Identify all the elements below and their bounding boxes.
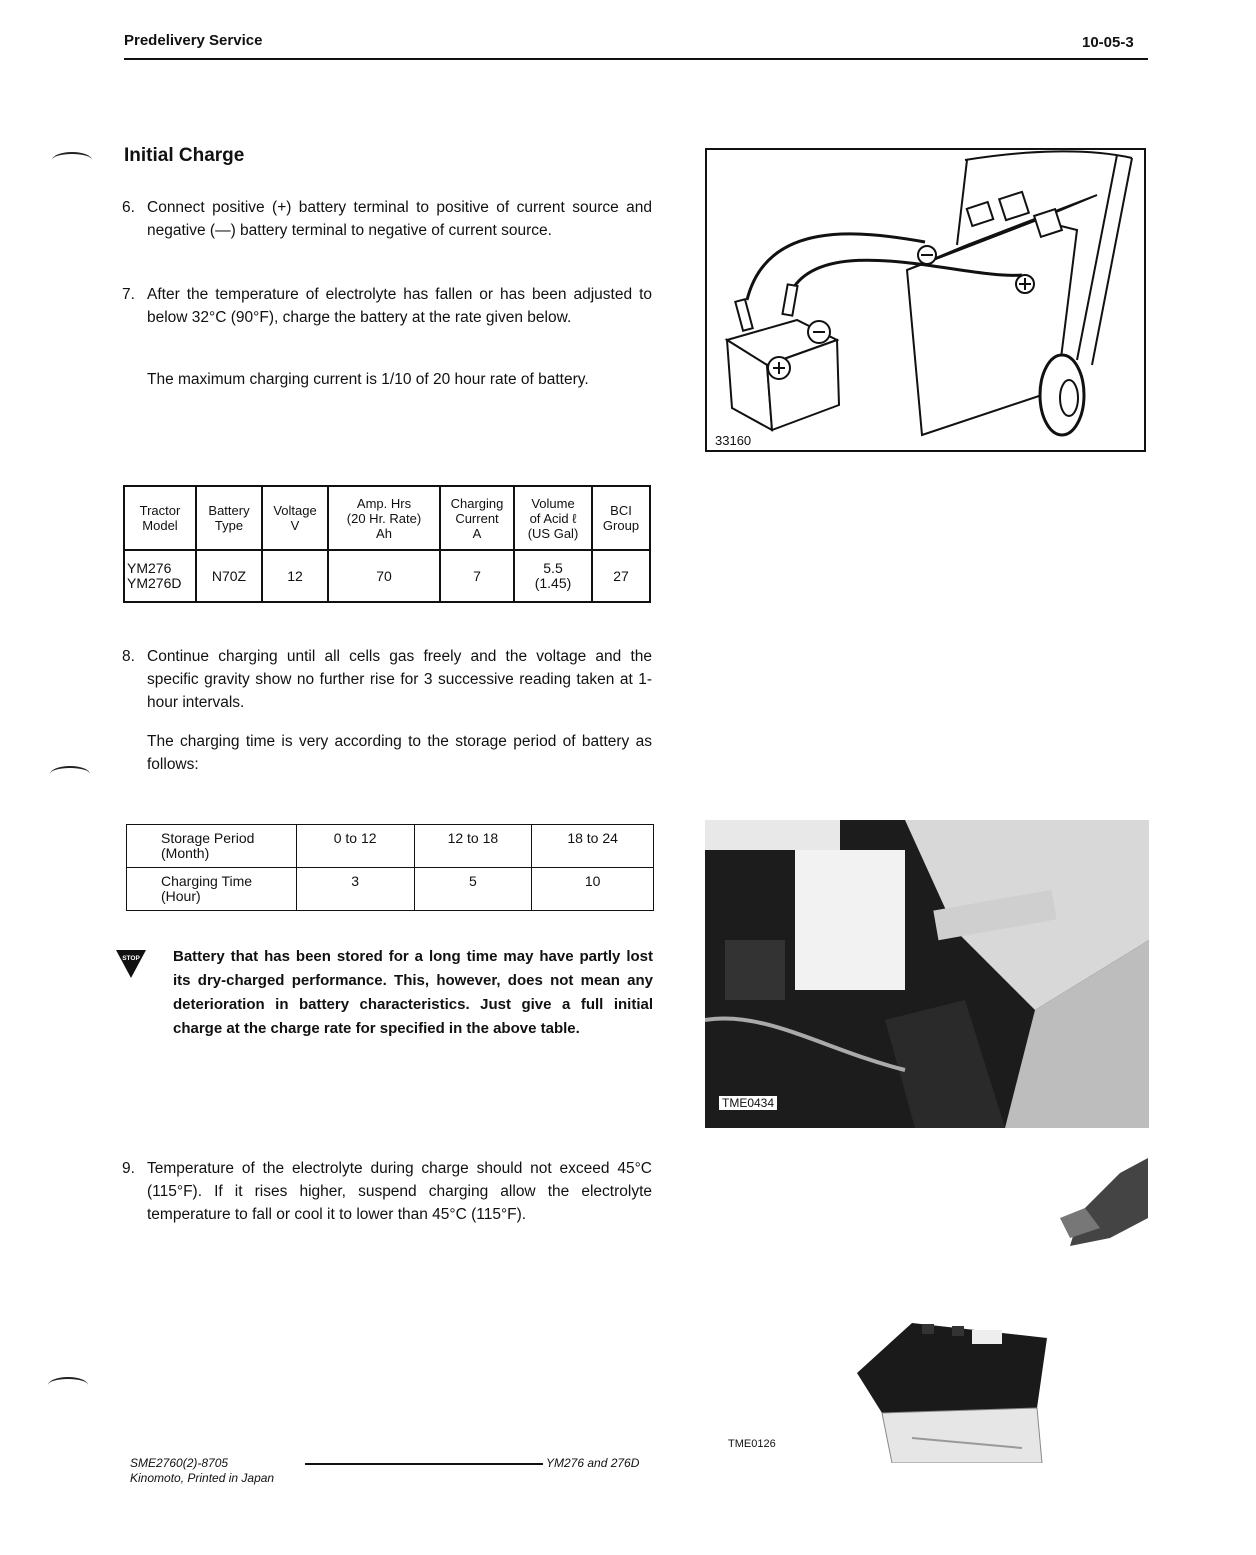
header-cell: Tractor Model: [124, 486, 196, 550]
table-cell: 12 to 18: [414, 825, 532, 868]
step-7: [122, 283, 652, 329]
running-header-section: Predelivery Service: [124, 32, 263, 49]
margin-mark: [52, 152, 92, 168]
step-text: Temperature of the electrolyte during charge should not exceed 45°C (115°F). If it rises higher, suspend charging allow the electrolyte temperature to fall or cool it to lower than 45°C (115°F).: [147, 1160, 652, 1223]
hand-sketch: [1050, 1158, 1150, 1248]
header-rule: [124, 58, 1148, 60]
table-row: [127, 825, 654, 868]
section-title: Initial Charge: [124, 145, 245, 166]
row-label: Charging Time (Hour): [127, 868, 297, 911]
table-cell: 7: [440, 550, 514, 602]
table-cell: YM276 YM276D: [124, 550, 196, 602]
step-text: Continue charging until all cells gas freely and the voltage and the specific gravity show no further rise for 3 successive reading taken at 1-hour intervals.: [147, 648, 652, 711]
table-cell: 12: [262, 550, 328, 602]
table-cell: 0 to 12: [296, 825, 414, 868]
step-9: [122, 1157, 652, 1226]
table-row: [127, 868, 654, 911]
header-cell: Battery Type: [196, 486, 262, 550]
charging-time-table: [126, 824, 654, 911]
table-cell: 5: [414, 868, 532, 911]
footer-models: YM276 and 276D: [546, 1456, 640, 1470]
step-6: [122, 196, 652, 242]
caution-note: Battery that has been stored for a long time may have partly lost its dry-charged performance. This, however, does not mean any deterioration in battery characteristics. Just give a full initial charge at the charge rate for specified in the above table.: [173, 948, 653, 1037]
header-cell: Volume of Acid ℓ (US Gal): [514, 486, 592, 550]
step-text: Connect positive (+) battery terminal to positive of current source and negative (—) battery terminal to negative of current source.: [147, 199, 652, 239]
step-number: 7.: [122, 286, 135, 303]
footer-rule: [305, 1463, 543, 1465]
table-cell: 5.5 (1.45): [514, 550, 592, 602]
header-cell: Amp. Hrs (20 Hr. Rate) Ah: [328, 486, 440, 550]
svg-text:STOP: STOP: [122, 955, 140, 962]
step-text: After the temperature of electrolyte has fallen or has been adjusted to below 32°C (90°F), charge the battery at the rate given below.: [147, 286, 652, 326]
figure-label: TME0434: [719, 1096, 777, 1110]
step-number: 6.: [122, 199, 135, 216]
battery-installed-photo: [705, 820, 1149, 1128]
footer-printer: Kinomoto, Printed in Japan: [130, 1471, 275, 1485]
table-cell: 70: [328, 550, 440, 602]
charger-illustration: [705, 148, 1146, 452]
margin-mark: [48, 1377, 88, 1393]
step-number: 8.: [122, 648, 135, 665]
max-current-note: The maximum charging current is 1/10 of 20 hour rate of battery.: [147, 371, 589, 388]
row-label: Storage Period (Month): [127, 825, 297, 868]
figure-label: TME0126: [728, 1438, 776, 1450]
step-8: [122, 645, 652, 714]
table-cell: 18 to 24: [532, 825, 654, 868]
table-cell: 10: [532, 868, 654, 911]
battery-spec-table: [123, 485, 651, 603]
figure-label: 33160: [715, 433, 752, 448]
battery-photo: [852, 1318, 1050, 1463]
halftone-battery: [852, 1318, 1050, 1463]
stop-warning-icon: [114, 946, 148, 980]
header-cell: BCI Group: [592, 486, 650, 550]
step-number: 9.: [122, 1160, 135, 1177]
table-cell: 27: [592, 550, 650, 602]
page-number: 10-05-3: [1082, 34, 1134, 51]
table-row: [124, 550, 650, 602]
charging-time-note: The charging time is very according to the storage period of battery as follows:: [147, 733, 652, 773]
header-cell: Charging Current A: [440, 486, 514, 550]
halftone-photo: [705, 820, 1149, 1128]
charger-drawing: [707, 150, 1144, 450]
table-header-row: [124, 486, 650, 550]
footer-doc-code: SME2760(2)-8705: [130, 1456, 229, 1470]
header-cell: Voltage V: [262, 486, 328, 550]
table-cell: N70Z: [196, 550, 262, 602]
table-cell: 3: [296, 868, 414, 911]
margin-mark: [50, 766, 90, 782]
